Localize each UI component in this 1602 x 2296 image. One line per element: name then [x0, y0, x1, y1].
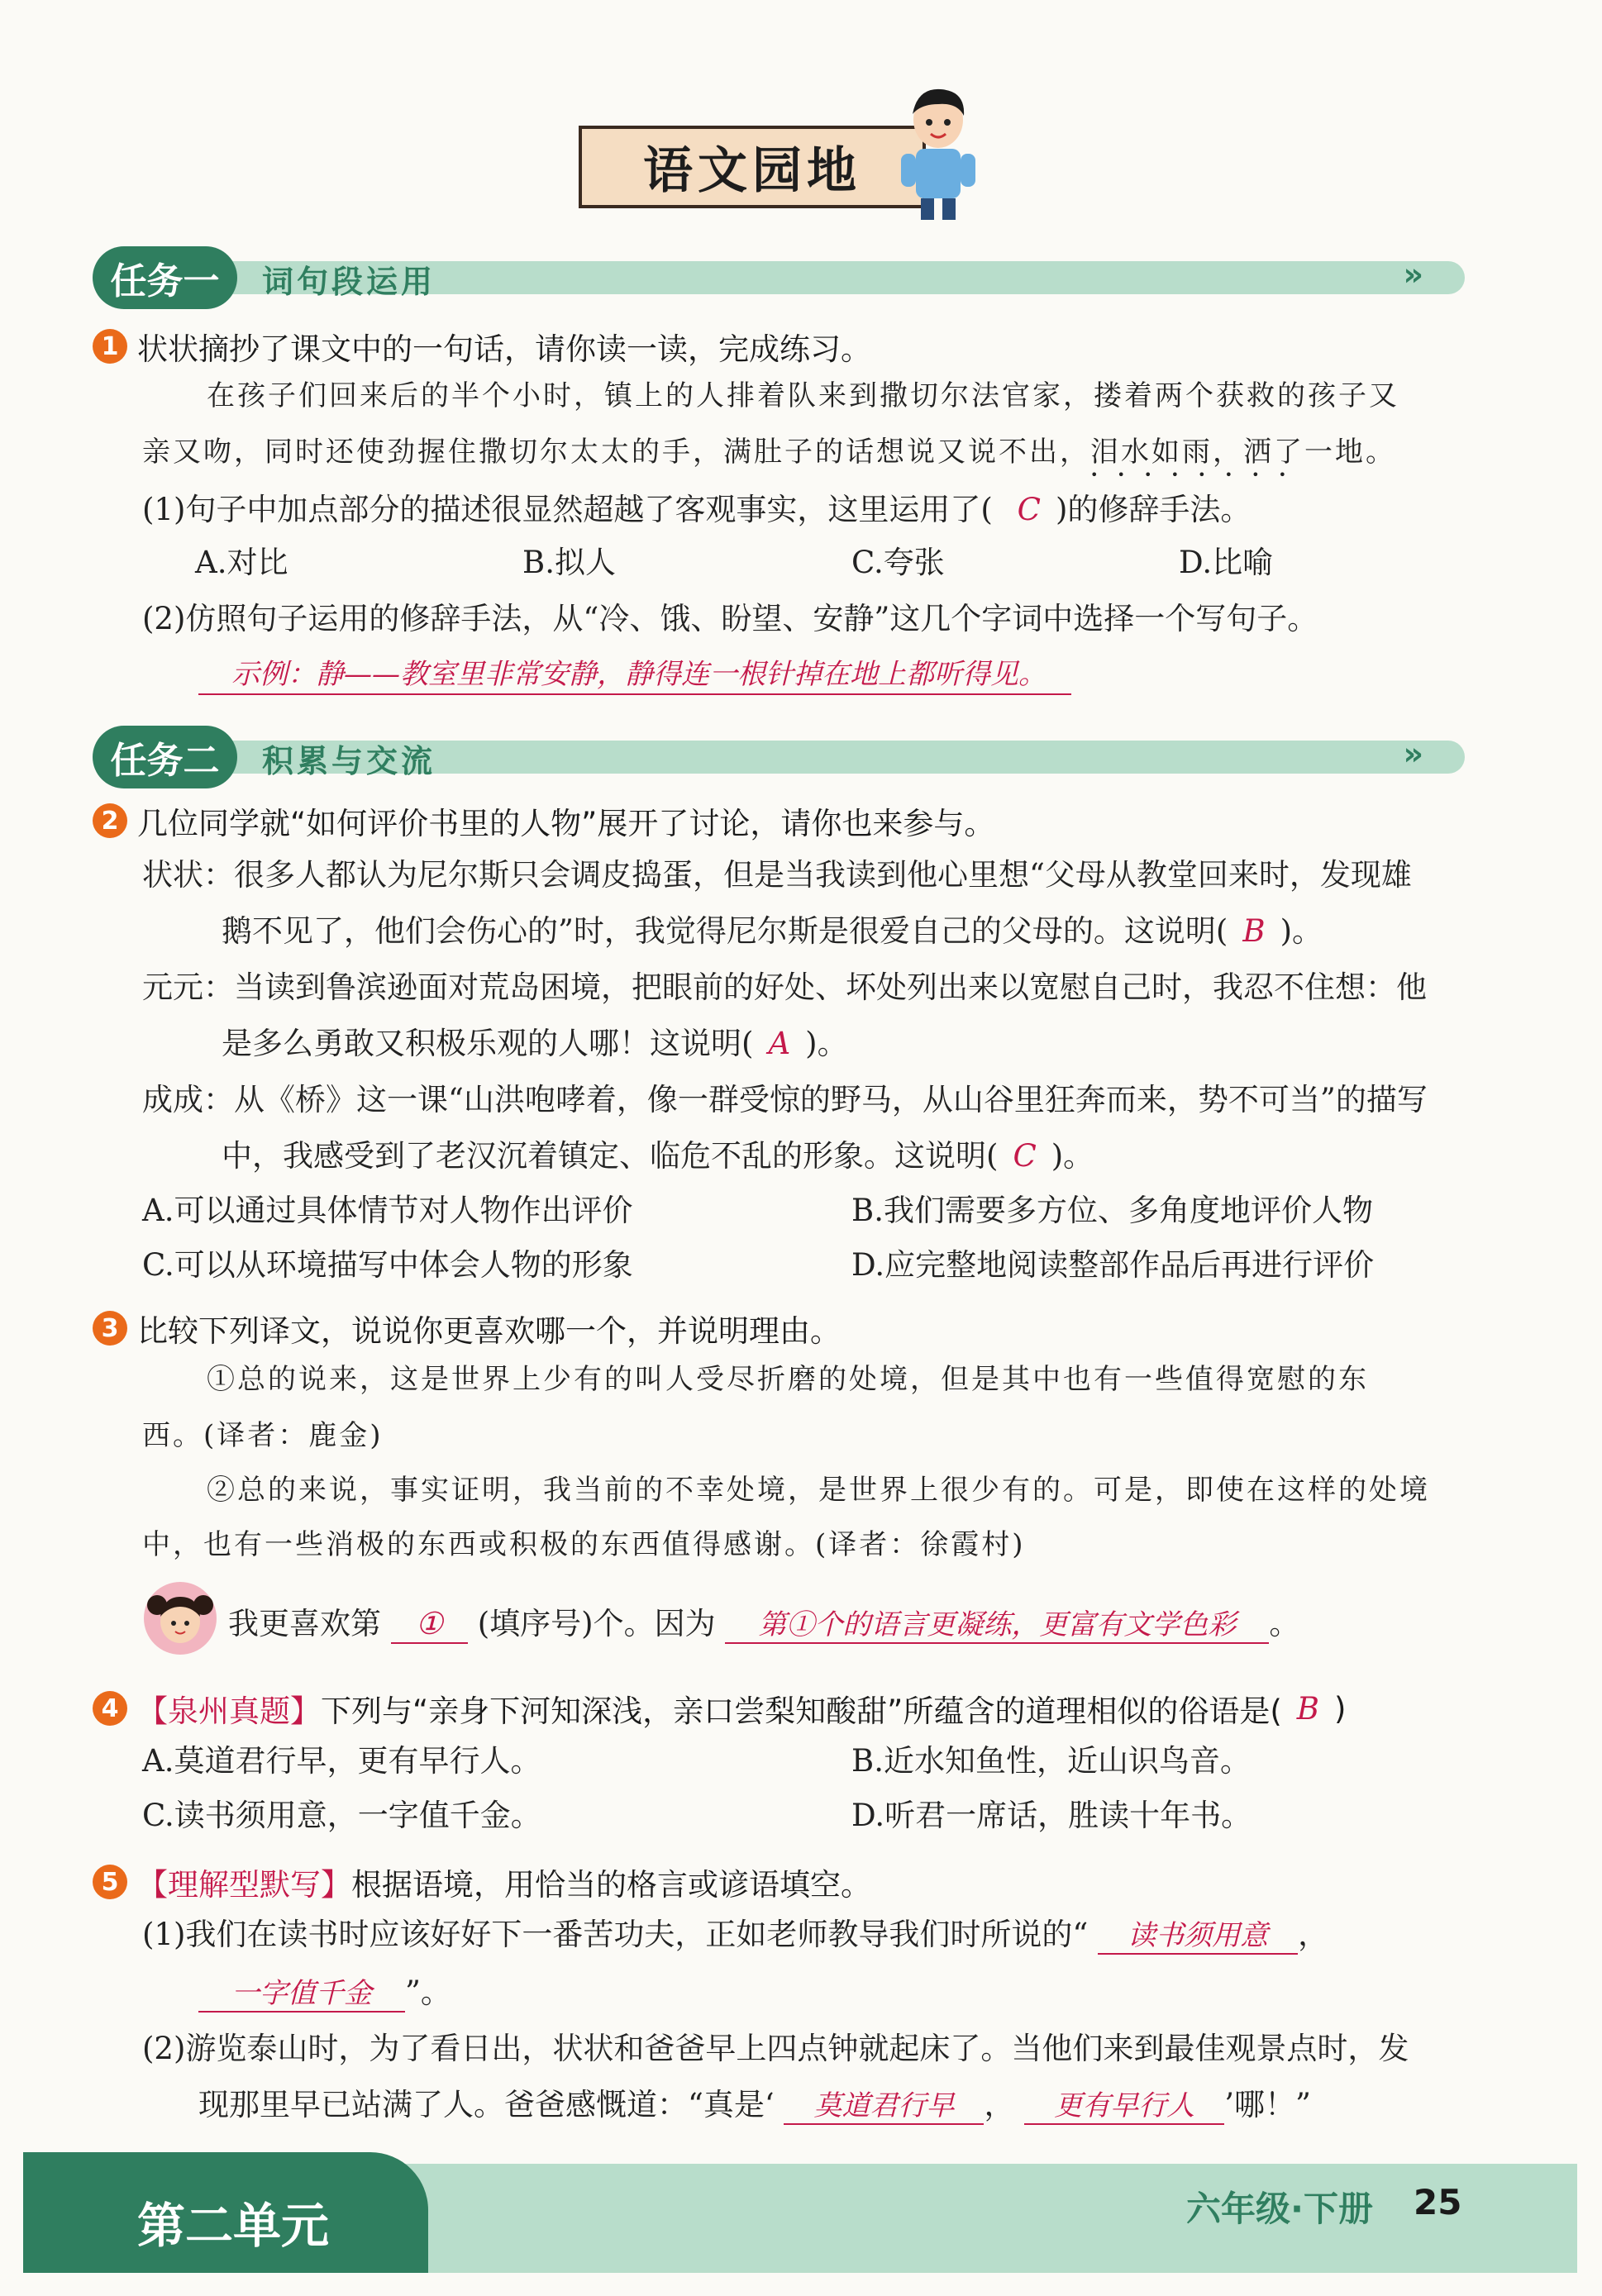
q2-zz-end: )。 [1280, 913, 1323, 949]
question-1-header [93, 324, 871, 369]
q1-sub2: (2)仿照句子运用的修辞手法，从“冷、饿、盼望、安静”这几个字词中选择一个写句子。 [142, 601, 1318, 636]
question-number: 3 [93, 1311, 127, 1346]
q2-option-d: D.应完整地阅读整部作品后再进行评价 [851, 1247, 1375, 1283]
q5-sub2-text: 现那里早已站满了人。爸爸感慨道：“真是‘ [198, 2087, 775, 2122]
q2-yy-end: )。 [805, 1026, 848, 1061]
q1-passage-line1: 在孩子们回来后的半个小时，镇上的人排着队来到撒切尔法官家，搂着两个获救的孩子又 [207, 379, 1399, 412]
footer-unit-tab [23, 2152, 428, 2273]
question-3-header [93, 1306, 841, 1350]
q1-sub2-answer-line [198, 658, 1071, 695]
q2-yy-line1: 元元：当读到鲁滨逊面对荒岛困境，把眼前的好处、坏处列出来以宽慰自己时，我忍不住想：他 [142, 969, 1427, 1005]
question-2-prompt: 几位同学就“如何评价书里的人物”展开了讨论，请你也来参与。 [137, 806, 995, 841]
q2-option-b: B.我们需要多方位、多角度地评价人物 [851, 1193, 1373, 1228]
q2-cc-end: )。 [1051, 1138, 1094, 1174]
q1-option-a: A.对比 [195, 545, 288, 580]
q5-sub2-comma: ， [984, 2087, 1015, 2122]
q4-option-d: D.听君一席话，胜读十年书。 [851, 1798, 1252, 1833]
q1-sub2-answer: 示例：静——教室里非常安静，静得连一根针掉在地上都听得见。 [198, 660, 1071, 695]
question-number: 4 [93, 1691, 127, 1726]
task2-banner [93, 726, 1465, 788]
question-2-header [93, 798, 994, 843]
q1-sub1-text: (1)句子中加点部分的描述很显然超越了客观事实，这里运用了( [142, 492, 993, 527]
question-number: 5 [93, 1865, 127, 1899]
question-5-prompt: 根据语境，用恰当的格言或谚语填空。 [351, 1867, 871, 1903]
q1-passage-text: 亲又吻，同时还使劲握住撒切尔太太的手，满肚子的话想说又说不出， [142, 436, 1090, 469]
q1-sub1 [142, 494, 1251, 525]
q2-zz-line2 [222, 913, 1323, 949]
q3-pref-text2: (填序号)个。因为 [477, 1606, 716, 1641]
q1-option-d: D.比喻 [1179, 545, 1274, 580]
q3-translation1-line2: 西。(译者：鹿金) [142, 1419, 384, 1452]
q5-sub1-end: ”。 [405, 1974, 451, 2010]
question-5-header [93, 1860, 871, 1904]
question-number: 2 [93, 803, 127, 838]
q3-preference-line [228, 1608, 1299, 1644]
q4-option-c: C.读书须用意，一字值千金。 [142, 1798, 541, 1833]
double-chevron-icon: » [1403, 256, 1423, 293]
q4-option-b: B.近水知鱼性，近山识鸟音。 [851, 1743, 1251, 1779]
task1-pill [93, 246, 237, 309]
q5-type-tag: 【理解型默写】 [137, 1867, 351, 1903]
q2-yy-text: 是多么勇敢又积极乐观的人哪！这说明( [222, 1026, 754, 1061]
q2-cc-line1: 成成：从《桥》这一课“山洪咆哮着，像一群受惊的野马，从山谷里狂奔而来，势不可当”的描写 [142, 1082, 1428, 1117]
question-number: 1 [93, 329, 127, 364]
q2-zz-answer: B [1242, 913, 1266, 949]
q5-sub2-answer2: 更有早行人 [1024, 2092, 1224, 2125]
q2-cc-answer: C [1013, 1138, 1037, 1174]
page-number: 25 [1414, 2182, 1462, 2222]
q3-translation2-line2: 中，也有一些消极的东西或积极的东西值得感谢。(译者：徐霞村) [142, 1528, 1026, 1561]
q1-passage-end: 。 [1366, 436, 1396, 469]
footer-unit-label: 第二单元 [137, 2198, 330, 2254]
question-1-prompt: 状状摘抄了课文中的一句话，请你读一读，完成练习。 [137, 331, 871, 367]
page-title: 语文园地 [643, 142, 861, 200]
q2-yy-line2 [222, 1028, 848, 1059]
q2-option-a: A.可以通过具体情节对人物作出评价 [142, 1193, 633, 1228]
q3-pref-end: 。 [1269, 1606, 1300, 1641]
q2-zz-line1: 状状：很多人都认为尼尔斯只会调皮捣蛋，但是当我读到他心里想“父母从教堂回来时，发现雄 [142, 857, 1412, 893]
q2-cc-text: 中，我感受到了老汉沉着镇定、临危不乱的形象。这说明( [222, 1138, 999, 1174]
task1-banner [93, 246, 1465, 309]
q1-sub1-answer: C [1017, 492, 1041, 527]
q1-option-c: C.夸张 [851, 545, 945, 580]
q3-pref-reason: 第①个的语言更凝练，更富有文学色彩 [725, 1611, 1269, 1644]
q2-cc-line2 [222, 1138, 1094, 1174]
q1-dotted-phrase: 泪水如雨，洒了一地 • • [1090, 436, 1366, 469]
task1-subtitle: 词句段运用 [262, 263, 436, 300]
q5-sub1-line1 [142, 1919, 1328, 1955]
q4-option-a: A.莫道君行早，更有早行人。 [142, 1743, 541, 1779]
q4-answer: B [1296, 1690, 1319, 1727]
double-chevron-icon: » [1403, 736, 1423, 772]
q4-close: ) [1333, 1690, 1347, 1727]
q5-sub2-line1: (2)游览泰山时，为了看日出，状状和爸爸早上四点钟就起床了。当他们来到最佳观景点时，发 [142, 2031, 1409, 2066]
task2-label: 任务二 [110, 740, 220, 782]
question-4-prompt: 下列与“亲身下河知深浅，亲口尝梨知酸甜”所蕴含的道理相似的俗语是( [321, 1693, 1282, 1729]
q5-sub1-answer2: 一字值千金 [198, 1979, 405, 2013]
task2-pill [93, 726, 237, 788]
girl-avatar-icon [142, 1580, 218, 1656]
q3-translation2-line1: ②总的来说，事实证明，我当前的不幸处境，是世界上很少有的。可是，即使在这样的处境 [207, 1474, 1430, 1507]
q3-pref-answer: ① [391, 1608, 468, 1644]
question-4-header [93, 1686, 1346, 1731]
boy-mascot-icon [893, 83, 984, 223]
task1-label: 任务一 [110, 260, 220, 302]
q2-zz-text: 鹅不见了，他们会伤心的”时，我觉得尼尔斯是很爱自己的父母的。这说明( [222, 913, 1228, 949]
q4-source-tag: 【泉州真题】 [137, 1693, 321, 1729]
q3-translation1-line1: ①总的说来，这是世界上少有的叫人受尽折磨的处境，但是其中也有一些值得宽慰的东 [207, 1363, 1369, 1396]
page-title-box [579, 126, 926, 208]
q5-sub2-line2 [198, 2089, 1311, 2125]
q2-yy-answer: A [768, 1026, 791, 1061]
footer-grade: 六年级·下册 [1186, 2189, 1373, 2229]
question-3-prompt: 比较下列译文，说说你更喜欢哪一个，并说明理由。 [137, 1313, 841, 1349]
q1-passage-line2 [142, 436, 1396, 469]
q5-sub1-text: (1)我们在读书时应该好好下一番苦功夫，正如老师教导我们时所说的“ [142, 1917, 1089, 1952]
q1-option-b: B.拟人 [522, 545, 616, 580]
q5-sub1-answer1: 读书须用意 [1098, 1922, 1298, 1955]
q1-sub1-end: )的修辞手法。 [1055, 492, 1252, 527]
q3-pref-text: 我更喜欢第 [228, 1606, 381, 1641]
q5-sub2-answer1: 莫道君行早 [784, 2092, 984, 2125]
q5-sub2-end: ’哪！” [1224, 2087, 1311, 2122]
task2-subtitle: 积累与交流 [262, 742, 436, 779]
q5-sub1-line2 [198, 1974, 451, 2013]
q2-option-c: C.可以从环境描写中体会人物的形象 [142, 1247, 633, 1283]
q5-sub1-comma: ， [1298, 1917, 1329, 1952]
